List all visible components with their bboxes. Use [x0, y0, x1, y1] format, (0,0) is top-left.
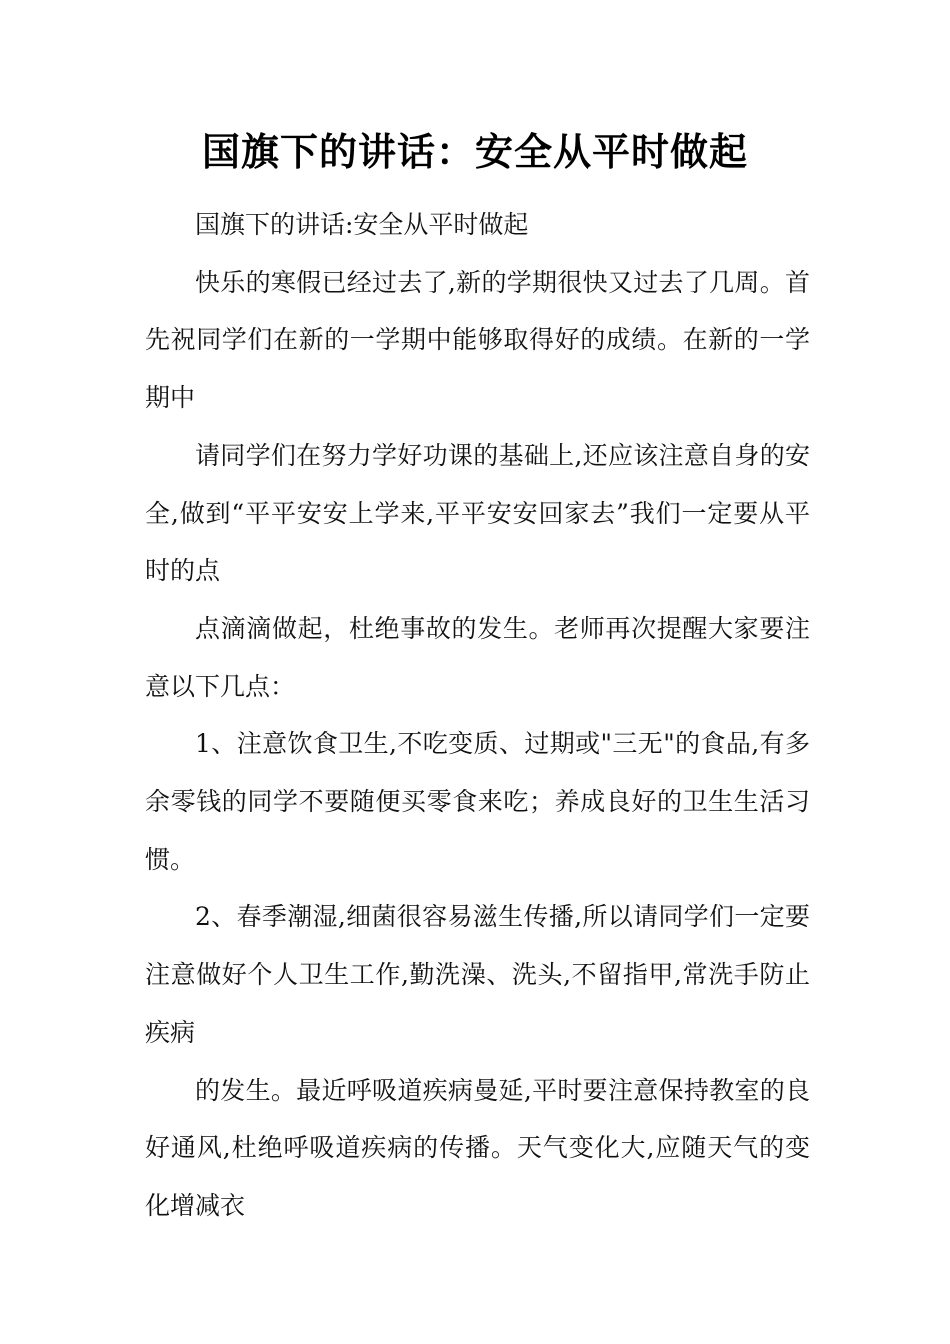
paragraph-safety-reminder: 请同学们在努力学好功课的基础上,还应该注意自身的安全,做到“平平安安上学来,平平安安回家去”我们一定要从平时的点: [145, 440, 810, 586]
paragraph-point-2: 2、春季潮湿,细菌很容易滋生传播,所以请同学们一定要注意做好个人卫生工作,勤洗澡、洗头,不留指甲,常洗手防止疾病: [145, 902, 810, 1047]
paragraph-notice: 点滴滴做起，杜绝事故的发生。老师再次提醒大家要注意以下几点：: [145, 613, 810, 701]
document-title: 国旗下的讲话：安全从平时做起: [201, 129, 748, 174]
paragraph-subtitle: 国旗下的讲话:安全从平时做起: [195, 210, 529, 239]
paragraph-point-1: 1、注意饮食卫生,不吃变质、过期或"三无"的食品,有多余零钱的同学不要随便买零食来吃；养成良好的卫生生活习惯。: [145, 729, 810, 874]
document-body: [145, 196, 810, 1235]
paragraph-intro: 快乐的寒假已经过去了,新的学期很快又过去了几周。首先祝同学们在新的一学期中能够取得好的成绩。在新的一学期中: [145, 267, 810, 413]
paragraph-continued: 的发生。最近呼吸道疾病曼延,平时要注意保持教室的良好通风,杜绝呼吸道疾病的传播。天气变化大,应随天气的变化增减衣: [145, 1075, 810, 1220]
